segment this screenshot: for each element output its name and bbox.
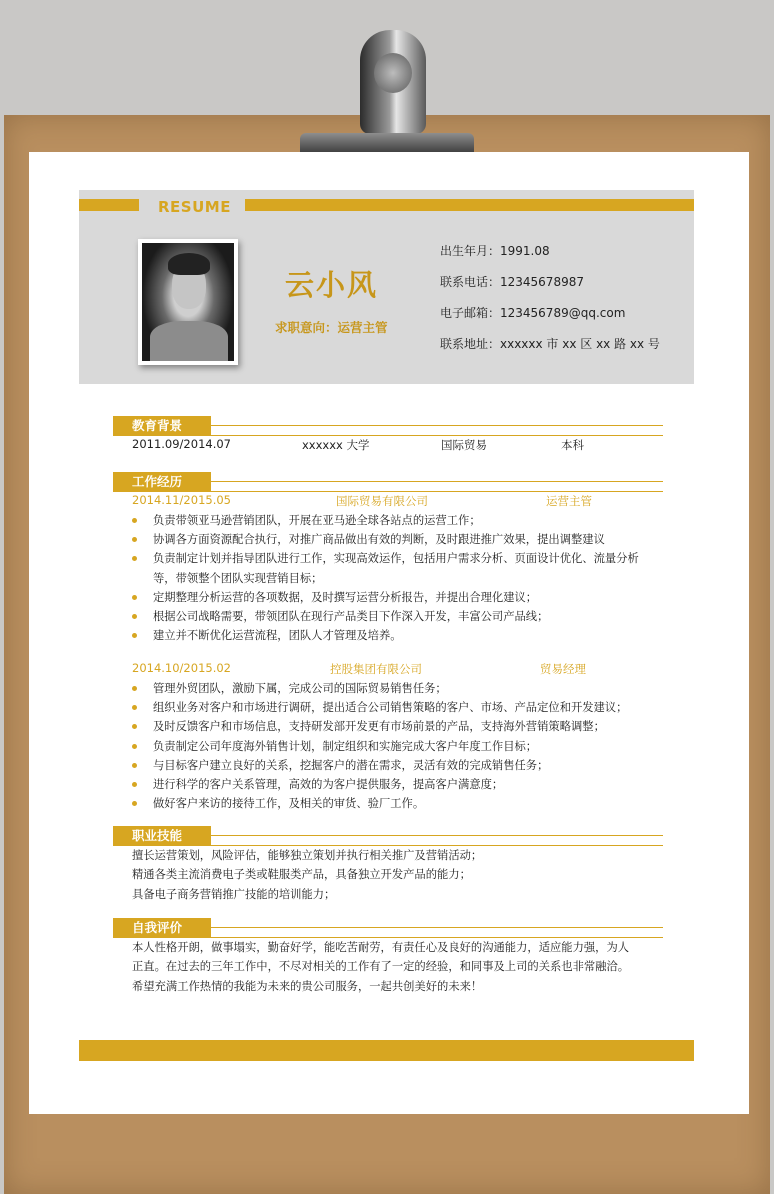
list-item: 负责制定公司年度海外销售计划，制定组织和实施完成大客户年度工作目标； bbox=[128, 737, 648, 756]
bullet-icon bbox=[132, 744, 137, 749]
bullet-icon bbox=[132, 537, 137, 542]
section-title-self-evaluation: 自我评价 bbox=[113, 918, 211, 937]
job-2-role: 贸易经理 bbox=[540, 662, 586, 676]
list-item: 建立并不断优化运营流程，团队人才管理及培养。 bbox=[128, 626, 648, 645]
list-item: 做好客户来访的接待工作，及相关的审货、验厂工作。 bbox=[128, 794, 648, 813]
resume-label: RESUME bbox=[158, 198, 231, 216]
portrait-image bbox=[142, 243, 234, 361]
bullet-icon bbox=[132, 614, 137, 619]
header-accent-bar-right bbox=[245, 199, 694, 211]
section-title-skills: 职业技能 bbox=[113, 826, 211, 845]
job-2-duties bbox=[128, 679, 648, 813]
job-1-duties bbox=[128, 511, 648, 645]
list-item: 与目标客户建立良好的关系，挖掘客户的潜在需求，灵活有效的完成销售任务； bbox=[128, 756, 648, 775]
list-item: 协调各方面资源配合执行，对推广商品做出有效的判断，及时跟进推广效果，提出调整建议 bbox=[128, 530, 648, 549]
binder-clip-hole bbox=[374, 53, 412, 93]
bullet-icon bbox=[132, 763, 137, 768]
bullet-icon bbox=[132, 782, 137, 787]
list-item: 擅长运营策划，风险评估，能够独立策划并执行相关推广及营销活动； bbox=[132, 849, 483, 862]
portrait-hair bbox=[168, 253, 210, 275]
section-title-work: 工作经历 bbox=[113, 472, 211, 491]
job-1-company: 国际贸易有限公司 bbox=[336, 494, 428, 508]
list-item: 精通各类主流消费电子类或鞋服类产品，具备独立开发产品的能力； bbox=[132, 868, 471, 882]
job-2-company: 控股集团有限公司 bbox=[330, 662, 422, 676]
list-item: 及时反馈客户和市场信息，支持研发部开发更有市场前景的产品，支持海外营销策略调整； bbox=[128, 717, 648, 736]
job-objective: 求职意向：运营主管 bbox=[275, 320, 388, 335]
section-underline bbox=[113, 435, 663, 436]
bullet-icon bbox=[132, 556, 137, 561]
list-item: 根据公司战略需要，带领团队在现行产品类目下作深入开发，丰富公司产品线； bbox=[128, 607, 648, 626]
section-underline bbox=[113, 491, 663, 492]
header-accent-bar-left bbox=[79, 199, 139, 211]
list-item: 负责制定计划并指导团队进行工作，实现高效运作，包括用户需求分析、页面设计优化、流量分析等，带领整个团队实现营销目标； bbox=[128, 549, 648, 587]
address: 联系地址：xxxxxx 市 xx 区 xx 路 xx 号 bbox=[440, 337, 660, 351]
education-degree: 本科 bbox=[561, 438, 584, 452]
section-divider bbox=[211, 481, 663, 482]
list-item: 定期整理分析运营的各项数据，及时撰写运营分析报告，并提出合理化建议； bbox=[128, 588, 648, 607]
job-2-period: 2014.10/2015.02 bbox=[132, 661, 231, 675]
job-1-period: 2014.11/2015.05 bbox=[132, 493, 231, 507]
section-divider bbox=[211, 425, 663, 426]
list-item: 组织业务对客户和市场进行调研，提出适合公司销售策略的客户、市场、产品定位和开发建议； bbox=[128, 698, 648, 717]
portrait-shirt bbox=[150, 321, 228, 361]
bullet-icon bbox=[132, 724, 137, 729]
education-major: 国际贸易 bbox=[441, 438, 487, 452]
education-period: 2011.09/2014.07 bbox=[132, 437, 231, 451]
bullet-icon bbox=[132, 705, 137, 710]
education-school: xxxxxx 大学 bbox=[302, 438, 370, 452]
section-divider bbox=[211, 927, 663, 928]
birth-date: 出生年月：1991.08 bbox=[440, 244, 550, 258]
bullet-icon bbox=[132, 595, 137, 600]
skills-list bbox=[132, 846, 652, 904]
section-title-education: 教育背景 bbox=[113, 416, 211, 435]
bullet-icon bbox=[132, 686, 137, 691]
email: 电子邮箱：123456789@qq.com bbox=[440, 306, 626, 320]
list-item: 负责带领亚马逊营销团队，开展在亚马逊全球各站点的运营工作； bbox=[128, 511, 648, 530]
list-item: 管理外贸团队，激励下属，完成公司的国际贸易销售任务； bbox=[128, 679, 648, 698]
candidate-name: 云小风 bbox=[285, 268, 379, 302]
phone: 联系电话：12345678987 bbox=[440, 275, 584, 289]
footer-bar bbox=[79, 1040, 694, 1061]
section-divider bbox=[211, 835, 663, 836]
bullet-icon bbox=[132, 518, 137, 523]
bullet-icon bbox=[132, 633, 137, 638]
job-1-role: 运营主管 bbox=[546, 494, 592, 508]
list-item: 具备电子商务营销推广技能的培训能力； bbox=[132, 887, 336, 901]
self-evaluation-text: 本人性格开朗，做事塌实，勤奋好学，能吃苦耐劳，有责任心及良好的沟通能力，适应能力强，为人正直。在过去的三年工作中，不尽对相关的工作有了一定的经验，和同事及上司的关系也非常融洽。希望充满工作热情的我能为未来的贵公司服务，一起共创美好的未来！ bbox=[132, 941, 630, 993]
bullet-icon bbox=[132, 801, 137, 806]
profile-photo bbox=[138, 239, 238, 365]
list-item: 进行科学的客户关系管理，高效的为客户提供服务，提高客户满意度； bbox=[128, 775, 648, 794]
